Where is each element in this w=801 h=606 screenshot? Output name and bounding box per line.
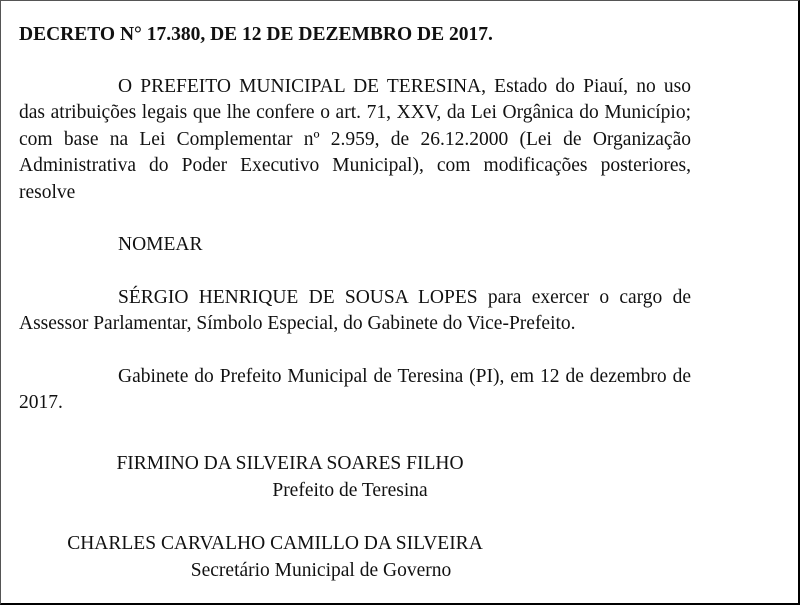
decree-closing: Gabinete do Prefeito Municipal de Teresina (PI), em 12 de dezembro de 2017. — [19, 365, 691, 413]
signature-block-mayor — [19, 451, 691, 504]
appointment-text: para exercer o cargo de Assessor Parlamentar, Símbolo Especial, do Gabinete do Vice-Prefeito. — [19, 286, 691, 334]
signatory-role: Prefeito de Teresina — [272, 479, 428, 501]
signatory-role: Secretário Municipal de Governo — [190, 559, 452, 581]
decree-preamble: O PREFEITO MUNICIPAL DE TERESINA, Estado do Piauí, no uso das atribuições legais que lhe confere o art. 71, XXV, da Lei Orgânica do Município; com base na Lei Complementar nº 2.959, de 26.12.2000 (Lei de Organização Administrativa do Poder Executivo Municipal), com modificações posteriores, resolve — [19, 75, 691, 203]
decree-action: NOMEAR — [118, 234, 203, 255]
signatory-name: CHARLES CARVALHO CAMILLO DA SILVEIRA — [67, 533, 483, 554]
decree-document — [19, 22, 691, 417]
signature-block-secretary — [19, 531, 691, 584]
signatory-name: FIRMINO DA SILVEIRA SOARES FILHO — [116, 453, 464, 474]
decree-title: DECRETO N° 17.380, DE 12 DE DEZEMBRO DE 2017. — [19, 24, 493, 45]
decree-appointment — [19, 285, 691, 338]
appointee-name: SÉRGIO HENRIQUE DE SOUSA LOPES — [118, 286, 478, 308]
